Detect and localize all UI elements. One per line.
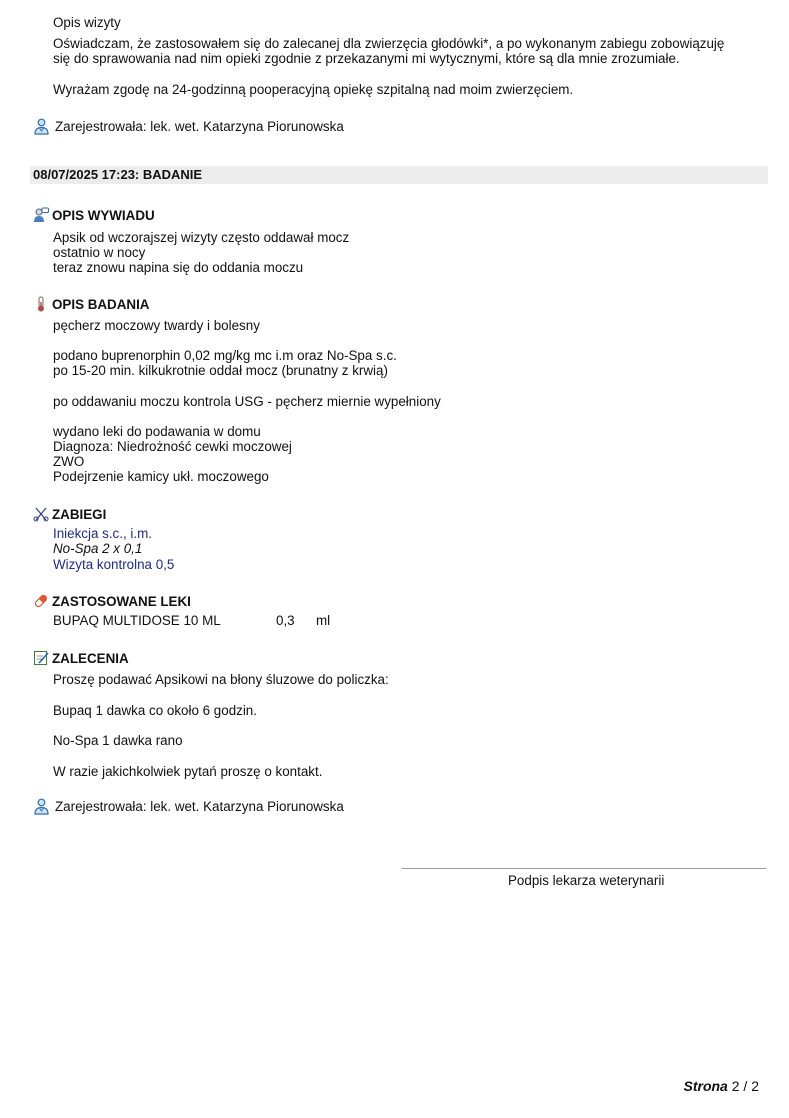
drug-amount: 0,3 xyxy=(276,613,295,628)
recommendation-line: No-Spa 1 dawka rano xyxy=(53,733,183,748)
signature-line xyxy=(402,868,766,869)
registered-by xyxy=(33,118,344,135)
scissors-icon xyxy=(33,506,49,522)
interview-icon xyxy=(33,207,49,223)
recommendations-section-header xyxy=(33,650,129,666)
entry-header: 08/07/2025 17:23: BADANIE xyxy=(30,166,768,184)
drugs-section-header xyxy=(33,593,191,609)
exam-section-header xyxy=(33,296,149,312)
procedure-item: Wizyta kontrolna 0,5 xyxy=(53,557,175,572)
interview-line: ostatnio w nocy xyxy=(53,245,146,260)
signature-label: Podpis lekarza weterynarii xyxy=(508,873,665,888)
doctor-icon xyxy=(33,798,50,815)
recommendation-line: Bupaq 1 dawka co około 6 godzin. xyxy=(53,703,257,718)
drugs-title: ZASTOSOWANE LEKI xyxy=(52,593,191,609)
page-footer xyxy=(684,1078,760,1094)
thermometer-icon xyxy=(33,296,49,312)
registered-by-text: Zarejestrowała: lek. wet. Katarzyna Piorunowska xyxy=(55,119,344,134)
pill-icon xyxy=(33,593,49,609)
exam-line: wydano leki do podawania w domu xyxy=(53,424,261,439)
drug-name: BUPAQ MULTIDOSE 10 ML xyxy=(53,613,221,628)
recommendations-title: ZALECENIA xyxy=(52,650,129,666)
notepad-icon xyxy=(33,650,49,666)
exam-line: po oddawaniu moczu kontrola USG - pęcherz miernie wypełniony xyxy=(53,394,441,409)
interview-line: teraz znowu napina się do oddania moczu xyxy=(53,260,304,275)
page-label: Strona xyxy=(683,1078,728,1094)
interview-line: Apsik od wczorajszej wizyty często oddawał mocz xyxy=(53,230,350,245)
recommendation-line: W razie jakichkolwiek pytań proszę o kontakt. xyxy=(53,764,323,779)
exam-line: po 15-20 min. kilkukrotnie oddał mocz (brunatny z krwią) xyxy=(53,363,388,378)
registered-by-text: Zarejestrowała: lek. wet. Katarzyna Piorunowska xyxy=(55,799,344,814)
exam-line: Diagnoza: Niedrożność cewki moczowej xyxy=(53,439,292,454)
exam-line: pęcherz moczowy twardy i bolesny xyxy=(53,318,260,333)
procedures-title: ZABIEGI xyxy=(52,506,107,522)
page-separator: / xyxy=(743,1078,748,1094)
visit-description-title: Opis wizyty xyxy=(53,15,121,30)
drug-unit: ml xyxy=(316,613,331,628)
exam-line: Podejrzenie kamicy ukł. moczowego xyxy=(53,469,269,484)
page-number: 2 xyxy=(731,1078,740,1094)
interview-title: OPIS WYWIADU xyxy=(52,207,155,223)
page-total: 2 xyxy=(751,1078,759,1094)
consent-text-line: Wyrażam zgodę na 24-godzinną pooperacyjną opiekę szpitalną nad moim zwierzęciem. xyxy=(53,82,574,97)
recommendation-line: Proszę podawać Apsikowi na błony śluzowe do policzka: xyxy=(53,672,389,687)
exam-title: OPIS BADANIA xyxy=(52,296,150,312)
procedure-item: No-Spa 2 x 0,1 xyxy=(53,541,143,556)
procedures-section-header xyxy=(33,506,106,522)
procedure-item: Iniekcja s.c., i.m. xyxy=(53,526,152,541)
consent-text-line: Oświadczam, że zastosowałem się do zalecanej dla zwierzęcia głodówki*, a po wykonanym zabiegu zobowiązuję xyxy=(53,36,725,51)
interview-section-header xyxy=(33,207,155,223)
exam-line: ZWO xyxy=(53,454,85,469)
exam-line: podano buprenorphin 0,02 mg/kg mc i.m oraz No-Spa s.c. xyxy=(53,348,397,363)
registered-by xyxy=(33,798,344,815)
doctor-icon xyxy=(33,118,50,135)
consent-text-line: się do sprawowania nad nim opieki zgodnie z przekazanymi mi wytycznymi, które są dla mnie zrozumiałe. xyxy=(53,51,680,66)
